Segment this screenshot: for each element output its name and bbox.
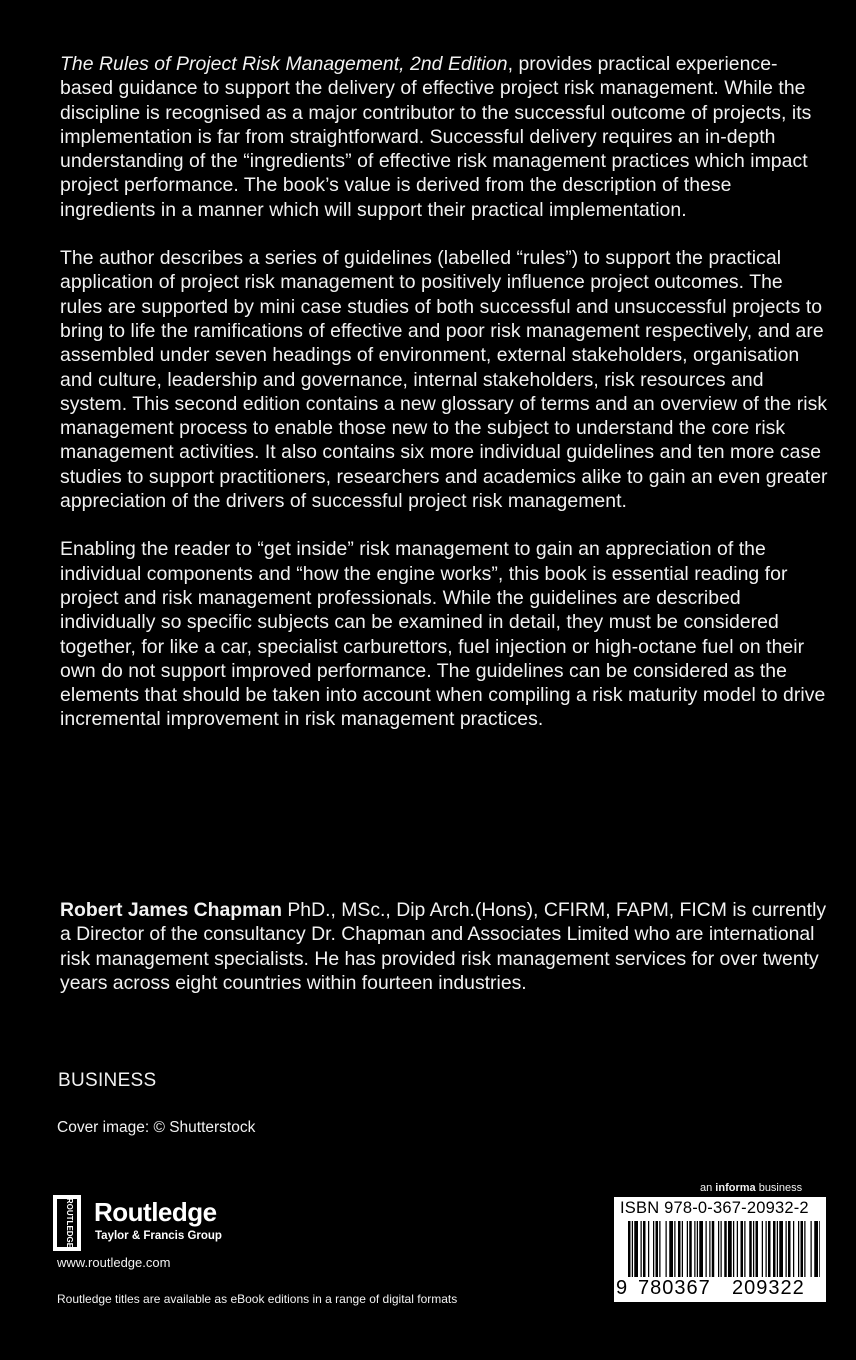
barcode-digits [614,1277,826,1301]
barcode-bar [648,1221,649,1277]
barcode-bar [793,1221,794,1277]
barcode-bar [666,1221,667,1277]
barcode-bar [659,1221,660,1277]
barcode-bar [733,1221,734,1277]
informa-suffix: business [755,1182,803,1194]
barcode-bar [674,1221,675,1277]
barcode-bar [819,1221,820,1277]
barcode-bar [699,1221,703,1277]
blurb-paragraph-2: The author describes a series of guidelines (labelled “rules”) to support the practical application of project risk management to positively influence project outcomes. The rules are supported by mini case studies of both successful and unsuccessful projects to bring to life the ramifications of effective and poor risk management respectively, and are assembled under seven headings of environment, external stakeholders, organisation and culture, leadership and governance, internal stakeholders, risk resources and system. This second edition contains a new glossary of terms and an overview of the risk management process to enable those new to the subject to understand the core risk management activities. It also contains six more individual guidelines and ten more case studies to support practitioners, researchers and academics alike to gain an even greater appreciation of the drivers of successful project risk management. [60,247,828,513]
barcode-bar [678,1221,681,1277]
barcode-bar [709,1221,710,1277]
barcode-bar [682,1221,683,1277]
barcode-bar [768,1221,771,1277]
barcode-bar [694,1221,695,1277]
barcode-bar [753,1221,754,1277]
barcode-bar [804,1221,805,1277]
informa-prefix: an [700,1182,716,1194]
barcode-bars [628,1221,820,1277]
barcode-bar [798,1221,799,1277]
barcode-bar [687,1221,688,1277]
isbn-barcode [614,1197,826,1302]
author-name: Robert James Chapman [60,899,282,921]
barcode-bar [814,1221,818,1277]
barcode-bar [669,1221,673,1277]
barcode-bar [728,1221,732,1277]
barcode-bar [737,1221,738,1277]
svg-text:ROUTLEDGE: ROUTLEDGE [65,1197,74,1249]
author-bio [60,898,830,995]
barcode-bar [641,1221,642,1277]
barcode-bar [786,1221,787,1277]
publisher-logo [53,1195,313,1255]
blurb-paragraph-1-text: , provides practical experience-based guidance to support the delivery of effective project risk management. While the discipline is recognised as a major contributor to the successful outcome of projects, its implementation is far from straightforward. Successful delivery requires an in-depth understanding of the “ingredients” of effective risk management practices which impact project performance. The book’s value is derived from the description of these ingredients in a manner which will support their practical implementation. [60,53,812,221]
publisher-group: Taylor & Francis Group [95,1230,222,1242]
barcode-bar [773,1221,776,1277]
barcode-bar [788,1221,791,1277]
cover-image-credit: Cover image: © Shutterstock [57,1119,256,1136]
barcode-bar [656,1221,659,1277]
barcode-bar [749,1221,752,1277]
informa-brand: informa [715,1182,756,1194]
barcode-bar [766,1221,767,1277]
back-cover-blurb [60,52,830,756]
barcode-bar [689,1221,692,1277]
barcode-bar [756,1221,759,1277]
isbn-label: ISBN 978-0-367-20932-2 [620,1199,809,1217]
blurb-paragraph-3: Enabling the reader to “get inside” risk management to gain an appreciation of the individual components and “how the engine works”, this book is essential reading for project and risk management professionals. While the guidelines are described individually so specific subjects can be examined in detail, they must be considered together, for like a car, specialist carburettors, fuel injection or high-octane fuel on their own do not support improved performance. The guidelines can be considered as the elements that should be taken into account when compiling a risk maturity model to drive incremental improvement in risk management practices. [60,538,826,731]
barcode-bar [777,1221,778,1277]
book-title: The Rules of Project Risk Management, 2nd Edition [60,53,508,75]
barcode-bar [697,1221,698,1277]
informa-tag [700,1182,802,1194]
barcode-digits-left: 780367 [638,1277,711,1299]
ebook-note: Routledge titles are available as eBook editions in a range of digital formats [57,1292,458,1306]
barcode-digit-first: 9 [616,1277,628,1299]
barcode-bar [632,1221,633,1277]
category-label: BUSINESS [58,1070,157,1091]
barcode-bar [718,1221,719,1277]
barcode-bar [762,1221,763,1277]
barcode-bar [706,1221,707,1277]
barcode-bar [712,1221,715,1277]
barcode-bar [628,1221,631,1277]
barcode-bar [643,1221,646,1277]
barcode-bar [721,1221,722,1277]
barcode-bar [724,1221,727,1277]
barcode-bar [779,1221,783,1277]
barcode-bar [741,1221,744,1277]
blurb-paragraph-1 [60,52,830,222]
barcode-bar [653,1221,654,1277]
barcode-digits-right: 209322 [732,1277,805,1299]
routledge-logo-icon [53,1195,81,1251]
barcode-bar [801,1221,804,1277]
publisher-name: Routledge [94,1197,217,1227]
barcode-bar [634,1221,638,1277]
barcode-bar [811,1221,812,1277]
barcode-bar [744,1221,745,1277]
publisher-website: www.routledge.com [57,1255,171,1270]
author-credentials: PhD., MSc., Dip Arch.(Hons), CFIRM, FAPM, FICM is currently a Director of the consultancy Dr. Chapman and Associates Limited who are international risk management specialists. He has provided risk management services for over twenty years across eight countries within fourteen industries. [60,899,827,994]
